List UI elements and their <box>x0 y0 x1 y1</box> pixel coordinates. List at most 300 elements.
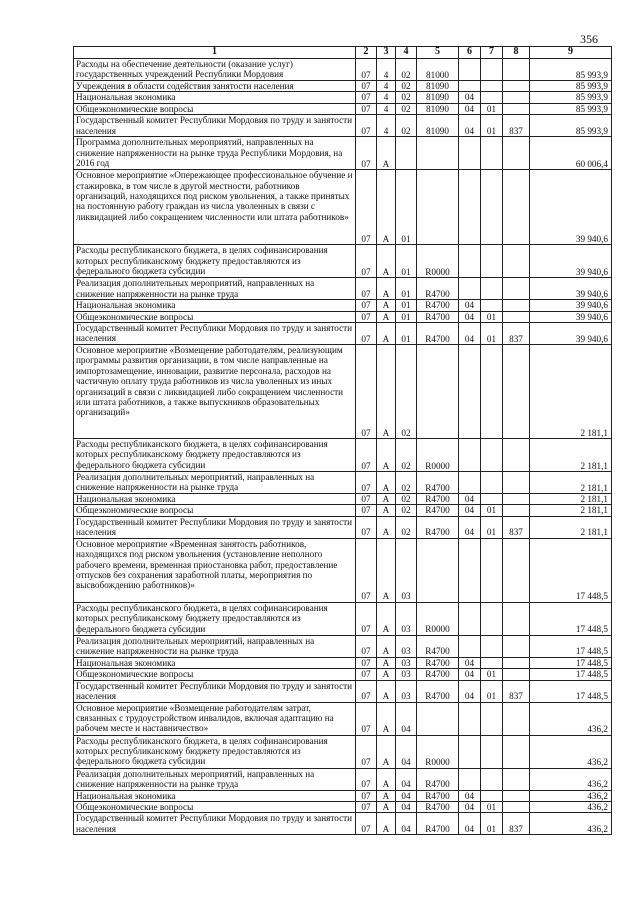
table-row <box>74 735 612 768</box>
code-7-cell <box>481 81 503 92</box>
amount-cell: 17 448,5 <box>530 680 612 702</box>
table-row <box>74 300 612 311</box>
code-2-cell: 07 <box>356 602 377 635</box>
amount-cell: 436,2 <box>530 802 612 813</box>
amount-cell: 39 940,6 <box>530 311 612 322</box>
code-5-cell: 81090 <box>417 103 459 114</box>
row-name-cell: Общеэкономические вопросы <box>74 802 356 813</box>
code-6-cell: 04 <box>459 92 481 103</box>
amount-cell: 436,2 <box>530 790 612 801</box>
amount-cell: 17 448,5 <box>530 669 612 680</box>
code-7-cell <box>481 494 503 505</box>
code-4-cell: 04 <box>396 768 417 790</box>
code-5-cell: R4700 <box>417 472 459 494</box>
code-4-cell: 01 <box>396 311 417 322</box>
row-name-cell: Государственный комитет Республики Мордовия по труду и занятости населения <box>74 813 356 835</box>
row-name-cell: Государственный комитет Республики Мордовия по труду и занятости населения <box>74 516 356 538</box>
code-6-cell <box>459 768 481 790</box>
code-7-cell <box>481 472 503 494</box>
table-row <box>74 494 612 505</box>
code-3-cell: А <box>377 311 396 322</box>
row-name-cell: Общеэкономические вопросы <box>74 505 356 516</box>
code-6-cell: 04 <box>459 657 481 668</box>
code-6-cell <box>459 472 481 494</box>
code-8-cell <box>503 345 530 439</box>
code-8-cell <box>503 472 530 494</box>
code-4-cell: 03 <box>396 635 417 657</box>
code-7-cell <box>481 92 503 103</box>
code-5-cell: R4700 <box>417 494 459 505</box>
code-6-cell <box>459 439 481 472</box>
code-8-cell <box>503 81 530 92</box>
table-row <box>74 278 612 300</box>
amount-cell: 85 993,9 <box>530 103 612 114</box>
code-4-cell: 01 <box>396 300 417 311</box>
table-row <box>74 538 612 602</box>
code-6-cell: 04 <box>459 790 481 801</box>
table-row <box>74 323 612 345</box>
code-6-cell <box>459 538 481 602</box>
column-header: 8 <box>503 47 530 59</box>
code-6-cell: 04 <box>459 115 481 137</box>
code-5-cell: 81000 <box>417 59 459 81</box>
code-7-cell <box>481 300 503 311</box>
code-6-cell <box>459 635 481 657</box>
code-7-cell: 01 <box>481 115 503 137</box>
code-2-cell: 07 <box>356 702 377 735</box>
code-6-cell: 04 <box>459 680 481 702</box>
code-3-cell: А <box>377 300 396 311</box>
code-8-cell <box>503 137 530 170</box>
code-2-cell: 07 <box>356 323 377 345</box>
code-3-cell: 4 <box>377 103 396 114</box>
code-8-cell <box>503 59 530 81</box>
code-5-cell: 81090 <box>417 92 459 103</box>
code-3-cell: А <box>377 813 396 835</box>
row-name-cell: Реализация дополнительных мероприятий, направленных на снижение напряженности на рынке труда <box>74 768 356 790</box>
code-6-cell <box>459 137 481 170</box>
code-7-cell: 01 <box>481 680 503 702</box>
table-row <box>74 115 612 137</box>
column-header: 6 <box>459 47 481 59</box>
code-5-cell <box>417 137 459 170</box>
code-3-cell: А <box>377 538 396 602</box>
code-2-cell: 07 <box>356 103 377 114</box>
table-row <box>74 657 612 668</box>
code-6-cell <box>459 59 481 81</box>
code-2-cell: 07 <box>356 802 377 813</box>
code-7-cell: 01 <box>481 103 503 114</box>
code-5-cell: R4700 <box>417 768 459 790</box>
code-8-cell <box>503 505 530 516</box>
amount-cell: 39 940,6 <box>530 245 612 278</box>
code-8-cell <box>503 170 530 245</box>
code-2-cell: 07 <box>356 81 377 92</box>
table-row <box>74 602 612 635</box>
code-5-cell: R0000 <box>417 735 459 768</box>
code-4-cell: 02 <box>396 103 417 114</box>
code-2-cell: 07 <box>356 516 377 538</box>
amount-cell: 60 006,4 <box>530 137 612 170</box>
table-row <box>74 170 612 245</box>
code-4-cell: 02 <box>396 81 417 92</box>
code-8-cell <box>503 538 530 602</box>
amount-cell: 85 993,9 <box>530 59 612 81</box>
code-4-cell: 02 <box>396 345 417 439</box>
code-6-cell <box>459 735 481 768</box>
code-5-cell: 81090 <box>417 115 459 137</box>
row-name-cell: Национальная экономика <box>74 790 356 801</box>
code-8-cell <box>503 635 530 657</box>
code-5-cell: R4700 <box>417 680 459 702</box>
code-4-cell: 04 <box>396 702 417 735</box>
code-2-cell: 07 <box>356 278 377 300</box>
code-7-cell <box>481 245 503 278</box>
code-3-cell: А <box>377 657 396 668</box>
code-8-cell <box>503 278 530 300</box>
amount-cell: 2 181,1 <box>530 345 612 439</box>
code-5-cell: 81090 <box>417 81 459 92</box>
amount-cell: 85 993,9 <box>530 115 612 137</box>
code-4-cell: 01 <box>396 323 417 345</box>
code-7-cell <box>481 602 503 635</box>
code-7-cell <box>481 137 503 170</box>
row-name-cell: Общеэкономические вопросы <box>74 311 356 322</box>
column-header: 1 <box>74 47 356 59</box>
row-name-cell: Расходы на обеспечение деятельности (оказание услуг) государственных учреждений Республики Мордовия <box>74 59 356 81</box>
amount-cell: 2 181,1 <box>530 472 612 494</box>
code-4-cell: 04 <box>396 790 417 801</box>
code-4-cell: 04 <box>396 802 417 813</box>
code-7-cell <box>481 439 503 472</box>
code-8-cell <box>503 602 530 635</box>
amount-cell: 2 181,1 <box>530 439 612 472</box>
row-name-cell: Основное мероприятие «Возмещение работодателям затрат, связанных с трудоустройством инвалидов, включая адаптацию на рабочем месте и наставничество» <box>74 702 356 735</box>
code-5-cell <box>417 345 459 439</box>
table-row <box>74 813 612 835</box>
row-name-cell: Реализация дополнительных мероприятий, направленных на снижение напряженности на рынке труда <box>74 472 356 494</box>
code-2-cell: 07 <box>356 768 377 790</box>
code-3-cell: А <box>377 345 396 439</box>
code-3-cell: 4 <box>377 92 396 103</box>
code-3-cell: А <box>377 680 396 702</box>
code-2-cell: 07 <box>356 505 377 516</box>
code-8-cell <box>503 702 530 735</box>
code-5-cell: R4700 <box>417 516 459 538</box>
code-6-cell <box>459 345 481 439</box>
table-row <box>74 472 612 494</box>
code-3-cell: А <box>377 323 396 345</box>
code-4-cell: 01 <box>396 170 417 245</box>
row-name-cell: Основное мероприятие «Опережающее профессиональное обучение и стажировка, в том числе в другой местности, работников организаций, находящихся под риском увольнения, а также принятых на постоянную работу граждан из числа уволенных в связи с ликвидацией либо сокращением численности или штата работников» <box>74 170 356 245</box>
code-8-cell <box>503 245 530 278</box>
row-name-cell: Национальная экономика <box>74 92 356 103</box>
code-2-cell: 07 <box>356 790 377 801</box>
code-8-cell <box>503 92 530 103</box>
amount-cell: 39 940,6 <box>530 300 612 311</box>
code-7-cell <box>481 735 503 768</box>
code-4-cell: 03 <box>396 669 417 680</box>
code-4-cell: 01 <box>396 278 417 300</box>
code-4-cell <box>396 137 417 170</box>
code-3-cell: А <box>377 768 396 790</box>
code-8-cell <box>503 768 530 790</box>
code-3-cell: А <box>377 472 396 494</box>
code-7-cell: 01 <box>481 323 503 345</box>
code-6-cell <box>459 702 481 735</box>
table-row <box>74 92 612 103</box>
amount-cell: 17 448,5 <box>530 635 612 657</box>
code-3-cell: А <box>377 669 396 680</box>
code-7-cell <box>481 635 503 657</box>
code-2-cell: 07 <box>356 59 377 81</box>
code-5-cell: R4700 <box>417 802 459 813</box>
code-6-cell <box>459 170 481 245</box>
table-row <box>74 137 612 170</box>
table-row <box>74 311 612 322</box>
code-6-cell: 04 <box>459 669 481 680</box>
code-5-cell: R4700 <box>417 311 459 322</box>
code-8-cell <box>503 439 530 472</box>
row-name-cell: Государственный комитет Республики Мордовия по труду и занятости населения <box>74 115 356 137</box>
code-4-cell: 02 <box>396 505 417 516</box>
table-row <box>74 439 612 472</box>
code-2-cell: 07 <box>356 311 377 322</box>
code-4-cell: 02 <box>396 472 417 494</box>
code-7-cell: 01 <box>481 669 503 680</box>
amount-cell: 2 181,1 <box>530 494 612 505</box>
code-7-cell: 01 <box>481 505 503 516</box>
code-3-cell: А <box>377 702 396 735</box>
code-3-cell: А <box>377 635 396 657</box>
table-row <box>74 790 612 801</box>
code-2-cell: 07 <box>356 170 377 245</box>
code-4-cell: 02 <box>396 115 417 137</box>
code-2-cell: 07 <box>356 669 377 680</box>
row-name-cell: Расходы республиканского бюджета, в целях софинансирования которых республиканскому бюджету предоставляются из федерального бюджета субсидии <box>74 439 356 472</box>
code-7-cell <box>481 538 503 602</box>
row-name-cell: Национальная экономика <box>74 300 356 311</box>
column-header: 4 <box>396 47 417 59</box>
amount-cell: 17 448,5 <box>530 538 612 602</box>
code-5-cell: R0000 <box>417 602 459 635</box>
code-6-cell <box>459 245 481 278</box>
code-7-cell: 01 <box>481 311 503 322</box>
column-header: 9 <box>530 47 612 59</box>
code-8-cell <box>503 657 530 668</box>
code-3-cell: А <box>377 170 396 245</box>
row-name-cell: Государственный комитет Республики Мордовия по труду и занятости населения <box>74 323 356 345</box>
amount-cell: 39 940,6 <box>530 323 612 345</box>
table-row <box>74 59 612 81</box>
code-5-cell: R4700 <box>417 278 459 300</box>
table-row <box>74 103 612 114</box>
code-8-cell <box>503 802 530 813</box>
code-2-cell: 07 <box>356 635 377 657</box>
row-name-cell: Национальная экономика <box>74 657 356 668</box>
column-header: 3 <box>377 47 396 59</box>
code-5-cell: R4700 <box>417 790 459 801</box>
amount-cell: 17 448,5 <box>530 657 612 668</box>
table-row <box>74 802 612 813</box>
code-5-cell: R4700 <box>417 657 459 668</box>
code-7-cell <box>481 345 503 439</box>
row-name-cell: Общеэкономические вопросы <box>74 669 356 680</box>
column-header: 2 <box>356 47 377 59</box>
code-7-cell <box>481 657 503 668</box>
column-header: 5 <box>417 47 459 59</box>
code-2-cell: 07 <box>356 439 377 472</box>
code-8-cell <box>503 494 530 505</box>
code-8-cell: 837 <box>503 115 530 137</box>
amount-cell: 436,2 <box>530 813 612 835</box>
code-2-cell: 07 <box>356 92 377 103</box>
code-7-cell: 01 <box>481 813 503 835</box>
code-6-cell <box>459 602 481 635</box>
code-6-cell <box>459 278 481 300</box>
code-6-cell: 04 <box>459 103 481 114</box>
code-6-cell <box>459 81 481 92</box>
code-4-cell: 02 <box>396 92 417 103</box>
code-3-cell: 4 <box>377 59 396 81</box>
code-3-cell: А <box>377 278 396 300</box>
code-4-cell: 03 <box>396 657 417 668</box>
code-8-cell <box>503 300 530 311</box>
code-3-cell: А <box>377 137 396 170</box>
code-4-cell: 03 <box>396 602 417 635</box>
table-header-row <box>74 47 612 59</box>
code-2-cell: 07 <box>356 657 377 668</box>
code-7-cell: 01 <box>481 802 503 813</box>
code-7-cell <box>481 278 503 300</box>
code-8-cell <box>503 790 530 801</box>
code-6-cell: 04 <box>459 311 481 322</box>
amount-cell: 39 940,6 <box>530 278 612 300</box>
code-5-cell: R4700 <box>417 300 459 311</box>
amount-cell: 39 940,6 <box>530 170 612 245</box>
code-5-cell: R4700 <box>417 813 459 835</box>
code-8-cell <box>503 669 530 680</box>
table-row <box>74 768 612 790</box>
code-8-cell: 837 <box>503 680 530 702</box>
code-2-cell: 07 <box>356 300 377 311</box>
code-3-cell: 4 <box>377 81 396 92</box>
row-name-cell: Реализация дополнительных мероприятий, направленных на снижение напряженности на рынке труда <box>74 278 356 300</box>
code-2-cell: 07 <box>356 345 377 439</box>
code-3-cell: А <box>377 245 396 278</box>
code-2-cell: 07 <box>356 472 377 494</box>
code-5-cell <box>417 702 459 735</box>
row-name-cell: Учреждения в области содействия занятости населения <box>74 81 356 92</box>
code-5-cell <box>417 538 459 602</box>
code-8-cell <box>503 311 530 322</box>
amount-cell: 436,2 <box>530 735 612 768</box>
code-2-cell: 07 <box>356 680 377 702</box>
code-8-cell: 837 <box>503 813 530 835</box>
code-3-cell: А <box>377 494 396 505</box>
code-2-cell: 07 <box>356 813 377 835</box>
code-4-cell: 03 <box>396 680 417 702</box>
budget-table <box>73 46 612 835</box>
code-6-cell: 04 <box>459 813 481 835</box>
table-row <box>74 635 612 657</box>
code-3-cell: А <box>377 602 396 635</box>
column-header: 7 <box>481 47 503 59</box>
table-row <box>74 680 612 702</box>
row-name-cell: Основное мероприятие «Возмещение работодателям, реализующим программы развития организации, в том числе направленные на импортозамещение, инновации, развитие персонала, расходов на частичную оплату труда работников из числа уволенных из иных организаций в связи с ликвидацией либо сокращением численности или штата работников, а также выпускников образовательных организаций» <box>74 345 356 439</box>
code-7-cell <box>481 768 503 790</box>
amount-cell: 17 448,5 <box>530 602 612 635</box>
code-2-cell: 07 <box>356 538 377 602</box>
amount-cell: 85 993,9 <box>530 81 612 92</box>
code-6-cell: 04 <box>459 505 481 516</box>
code-4-cell: 01 <box>396 245 417 278</box>
row-name-cell: Программа дополнительных мероприятий, направленных на снижение напряженности на рынке труда Республики Мордовия, на 2016 год <box>74 137 356 170</box>
row-name-cell: Государственный комитет Республики Мордовия по труду и занятости населения <box>74 680 356 702</box>
code-4-cell: 03 <box>396 538 417 602</box>
table-row <box>74 669 612 680</box>
row-name-cell: Расходы республиканского бюджета, в целях софинансирования которых республиканскому бюджету предоставляются из федерального бюджета субсидии <box>74 245 356 278</box>
row-name-cell: Расходы республиканского бюджета, в целях софинансирования которых республиканскому бюджету предоставляются из федерального бюджета субсидии <box>74 735 356 768</box>
code-6-cell: 04 <box>459 494 481 505</box>
code-4-cell: 04 <box>396 735 417 768</box>
code-3-cell: 4 <box>377 115 396 137</box>
code-2-cell: 07 <box>356 735 377 768</box>
code-6-cell: 04 <box>459 300 481 311</box>
code-3-cell: А <box>377 802 396 813</box>
code-3-cell: А <box>377 735 396 768</box>
table-row <box>74 345 612 439</box>
code-3-cell: А <box>377 505 396 516</box>
code-8-cell: 837 <box>503 516 530 538</box>
code-4-cell: 02 <box>396 59 417 81</box>
table-row <box>74 81 612 92</box>
code-5-cell: R4700 <box>417 505 459 516</box>
code-3-cell: А <box>377 790 396 801</box>
code-5-cell: R4700 <box>417 323 459 345</box>
code-2-cell: 07 <box>356 245 377 278</box>
code-4-cell: 02 <box>396 494 417 505</box>
row-name-cell: Расходы республиканского бюджета, в целях софинансирования которых республиканскому бюджету предоставляются из федерального бюджета субсидии <box>74 602 356 635</box>
table-row <box>74 516 612 538</box>
page-number: 356 <box>580 32 598 46</box>
code-8-cell <box>503 735 530 768</box>
table-row <box>74 245 612 278</box>
amount-cell: 436,2 <box>530 702 612 735</box>
code-5-cell <box>417 170 459 245</box>
code-6-cell: 04 <box>459 323 481 345</box>
amount-cell: 436,2 <box>530 768 612 790</box>
amount-cell: 85 993,9 <box>530 92 612 103</box>
code-7-cell <box>481 170 503 245</box>
row-name-cell: Общеэкономические вопросы <box>74 103 356 114</box>
code-3-cell: А <box>377 516 396 538</box>
code-3-cell: А <box>377 439 396 472</box>
code-5-cell: R0000 <box>417 245 459 278</box>
table-row <box>74 702 612 735</box>
code-6-cell: 04 <box>459 802 481 813</box>
row-name-cell: Национальная экономика <box>74 494 356 505</box>
code-8-cell <box>503 103 530 114</box>
code-5-cell: R4700 <box>417 635 459 657</box>
code-4-cell: 02 <box>396 516 417 538</box>
code-4-cell: 02 <box>396 439 417 472</box>
row-name-cell: Основное мероприятие «Временная занятость работников, находящихся под риском увольнения (установление неполного рабочего времени, временная приостановка работ, предоставление отпусков без сохранения заработной платы, мероприятия по высвобождению работников)» <box>74 538 356 602</box>
row-name-cell: Реализация дополнительных мероприятий, направленных на снижение напряженности на рынке труда <box>74 635 356 657</box>
amount-cell: 2 181,1 <box>530 505 612 516</box>
code-6-cell: 04 <box>459 516 481 538</box>
code-5-cell: R4700 <box>417 669 459 680</box>
